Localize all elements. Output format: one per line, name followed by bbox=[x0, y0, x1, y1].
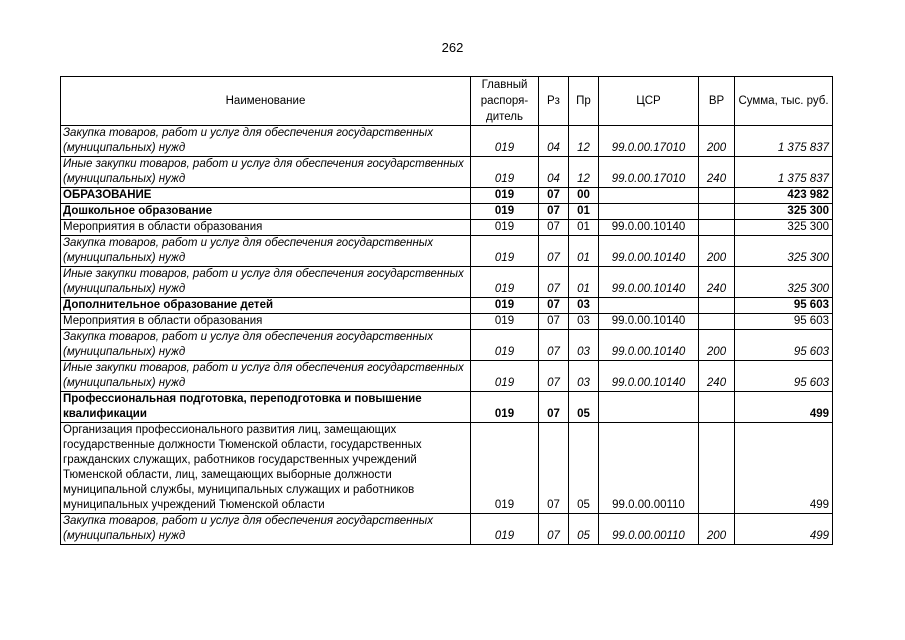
row-vr-cell bbox=[699, 204, 735, 220]
row-pr-cell: 03 bbox=[569, 361, 599, 392]
header-main-manager: Главный распоря-дитель bbox=[471, 77, 539, 126]
row-rz-cell: 07 bbox=[539, 298, 569, 314]
table-row bbox=[61, 236, 833, 267]
row-csr-cell: 99.0.00.00110 bbox=[599, 514, 699, 545]
row-rz-cell: 07 bbox=[539, 314, 569, 330]
budget-table bbox=[60, 76, 833, 545]
row-rz-cell: 07 bbox=[539, 204, 569, 220]
row-csr-cell: 99.0.00.10140 bbox=[599, 330, 699, 361]
row-rz-cell: 07 bbox=[539, 514, 569, 545]
row-rz-cell: 07 bbox=[539, 330, 569, 361]
table-row bbox=[61, 361, 833, 392]
row-csr-cell: 99.0.00.00110 bbox=[599, 423, 699, 514]
row-vr-cell: 200 bbox=[699, 126, 735, 157]
row-rz-cell: 07 bbox=[539, 423, 569, 514]
row-main-manager-cell: 019 bbox=[471, 423, 539, 514]
row-name-cell: Дошкольное образование bbox=[61, 204, 471, 220]
row-pr-cell: 05 bbox=[569, 392, 599, 423]
row-main-manager-cell: 019 bbox=[471, 157, 539, 188]
row-csr-cell bbox=[599, 188, 699, 204]
row-rz-cell: 07 bbox=[539, 236, 569, 267]
row-name-cell: Мероприятия в области образования bbox=[61, 220, 471, 236]
row-name-cell: Закупка товаров, работ и услуг для обеспечения государственных (муниципальных) нужд bbox=[61, 330, 471, 361]
row-rz-cell: 07 bbox=[539, 267, 569, 298]
row-csr-cell: 99.0.00.10140 bbox=[599, 220, 699, 236]
row-name-cell: Закупка товаров, работ и услуг для обеспечения государственных (муниципальных) нужд bbox=[61, 126, 471, 157]
header-sum: Сумма, тыс. руб. bbox=[735, 77, 833, 126]
table-row bbox=[61, 126, 833, 157]
row-pr-cell: 00 bbox=[569, 188, 599, 204]
row-rz-cell: 07 bbox=[539, 392, 569, 423]
row-vr-cell bbox=[699, 314, 735, 330]
row-sum-cell: 95 603 bbox=[735, 314, 833, 330]
table-header-row bbox=[61, 77, 833, 126]
row-pr-cell: 01 bbox=[569, 267, 599, 298]
row-name-cell: Мероприятия в области образования bbox=[61, 314, 471, 330]
row-sum-cell: 325 300 bbox=[735, 204, 833, 220]
row-vr-cell: 240 bbox=[699, 157, 735, 188]
row-sum-cell: 499 bbox=[735, 514, 833, 545]
row-csr-cell: 99.0.00.10140 bbox=[599, 236, 699, 267]
row-vr-cell: 200 bbox=[699, 514, 735, 545]
row-vr-cell bbox=[699, 188, 735, 204]
row-vr-cell: 200 bbox=[699, 236, 735, 267]
row-csr-cell: 99.0.00.17010 bbox=[599, 157, 699, 188]
row-name-cell: ОБРАЗОВАНИЕ bbox=[61, 188, 471, 204]
row-vr-cell bbox=[699, 298, 735, 314]
row-csr-cell: 99.0.00.10140 bbox=[599, 267, 699, 298]
row-name-cell: Иные закупки товаров, работ и услуг для обеспечения государственных (муниципальных) нужд bbox=[61, 157, 471, 188]
table-row bbox=[61, 267, 833, 298]
row-vr-cell: 240 bbox=[699, 361, 735, 392]
header-rz: Рз bbox=[539, 77, 569, 126]
row-main-manager-cell: 019 bbox=[471, 220, 539, 236]
row-main-manager-cell: 019 bbox=[471, 514, 539, 545]
table-row bbox=[61, 314, 833, 330]
row-vr-cell bbox=[699, 392, 735, 423]
table-row bbox=[61, 298, 833, 314]
row-name-cell: Закупка товаров, работ и услуг для обеспечения государственных (муниципальных) нужд bbox=[61, 236, 471, 267]
table-row bbox=[61, 220, 833, 236]
row-sum-cell: 499 bbox=[735, 423, 833, 514]
row-sum-cell: 95 603 bbox=[735, 330, 833, 361]
row-name-cell: Иные закупки товаров, работ и услуг для обеспечения государственных (муниципальных) нужд bbox=[61, 361, 471, 392]
row-pr-cell: 12 bbox=[569, 126, 599, 157]
row-vr-cell: 200 bbox=[699, 330, 735, 361]
row-pr-cell: 05 bbox=[569, 423, 599, 514]
row-pr-cell: 03 bbox=[569, 314, 599, 330]
row-name-cell: Закупка товаров, работ и услуг для обеспечения государственных (муниципальных) нужд bbox=[61, 514, 471, 545]
row-sum-cell: 499 bbox=[735, 392, 833, 423]
row-main-manager-cell: 019 bbox=[471, 298, 539, 314]
table-row bbox=[61, 423, 833, 514]
row-pr-cell: 01 bbox=[569, 220, 599, 236]
row-csr-cell bbox=[599, 204, 699, 220]
row-vr-cell: 240 bbox=[699, 267, 735, 298]
row-rz-cell: 07 bbox=[539, 188, 569, 204]
header-name: Наименование bbox=[61, 77, 471, 126]
row-pr-cell: 03 bbox=[569, 298, 599, 314]
row-rz-cell: 04 bbox=[539, 157, 569, 188]
header-csr: ЦСР bbox=[599, 77, 699, 126]
row-main-manager-cell: 019 bbox=[471, 188, 539, 204]
row-sum-cell: 95 603 bbox=[735, 361, 833, 392]
row-pr-cell: 01 bbox=[569, 236, 599, 267]
row-csr-cell: 99.0.00.10140 bbox=[599, 361, 699, 392]
row-sum-cell: 1 375 837 bbox=[735, 157, 833, 188]
table-row bbox=[61, 330, 833, 361]
table-row bbox=[61, 204, 833, 220]
header-pr: Пр bbox=[569, 77, 599, 126]
row-pr-cell: 03 bbox=[569, 330, 599, 361]
page-number: 262 bbox=[441, 40, 464, 55]
row-main-manager-cell: 019 bbox=[471, 236, 539, 267]
row-rz-cell: 04 bbox=[539, 126, 569, 157]
table-row bbox=[61, 157, 833, 188]
row-name-cell: Профессиональная подготовка, переподготовка и повышение квалификации bbox=[61, 392, 471, 423]
row-main-manager-cell: 019 bbox=[471, 267, 539, 298]
row-pr-cell: 12 bbox=[569, 157, 599, 188]
row-main-manager-cell: 019 bbox=[471, 314, 539, 330]
row-rz-cell: 07 bbox=[539, 220, 569, 236]
row-main-manager-cell: 019 bbox=[471, 126, 539, 157]
row-csr-cell bbox=[599, 298, 699, 314]
row-csr-cell: 99.0.00.17010 bbox=[599, 126, 699, 157]
row-sum-cell: 325 300 bbox=[735, 220, 833, 236]
row-sum-cell: 325 300 bbox=[735, 267, 833, 298]
row-name-cell: Иные закупки товаров, работ и услуг для обеспечения государственных (муниципальных) нужд bbox=[61, 267, 471, 298]
row-pr-cell: 01 bbox=[569, 204, 599, 220]
row-vr-cell bbox=[699, 220, 735, 236]
row-main-manager-cell: 019 bbox=[471, 204, 539, 220]
row-main-manager-cell: 019 bbox=[471, 330, 539, 361]
header-vr: ВР bbox=[699, 77, 735, 126]
table-row bbox=[61, 392, 833, 423]
row-csr-cell bbox=[599, 392, 699, 423]
row-sum-cell: 325 300 bbox=[735, 236, 833, 267]
row-csr-cell: 99.0.00.10140 bbox=[599, 314, 699, 330]
row-name-cell: Дополнительное образование детей bbox=[61, 298, 471, 314]
row-sum-cell: 423 982 bbox=[735, 188, 833, 204]
row-pr-cell: 05 bbox=[569, 514, 599, 545]
row-name-cell: Организация профессионального развития лиц, замещающих государственные должности Тюменской области, государственных гражданских служащих, работников государственных учреждений Тюменской области, лиц, замещающих выборные должности муниципальной службы, муниципальных служащих и работников муниципальных учреждений Тюменской области bbox=[61, 423, 471, 514]
row-main-manager-cell: 019 bbox=[471, 361, 539, 392]
row-vr-cell bbox=[699, 423, 735, 514]
row-main-manager-cell: 019 bbox=[471, 392, 539, 423]
table-row bbox=[61, 188, 833, 204]
row-sum-cell: 1 375 837 bbox=[735, 126, 833, 157]
row-sum-cell: 95 603 bbox=[735, 298, 833, 314]
table-row bbox=[61, 514, 833, 545]
row-rz-cell: 07 bbox=[539, 361, 569, 392]
